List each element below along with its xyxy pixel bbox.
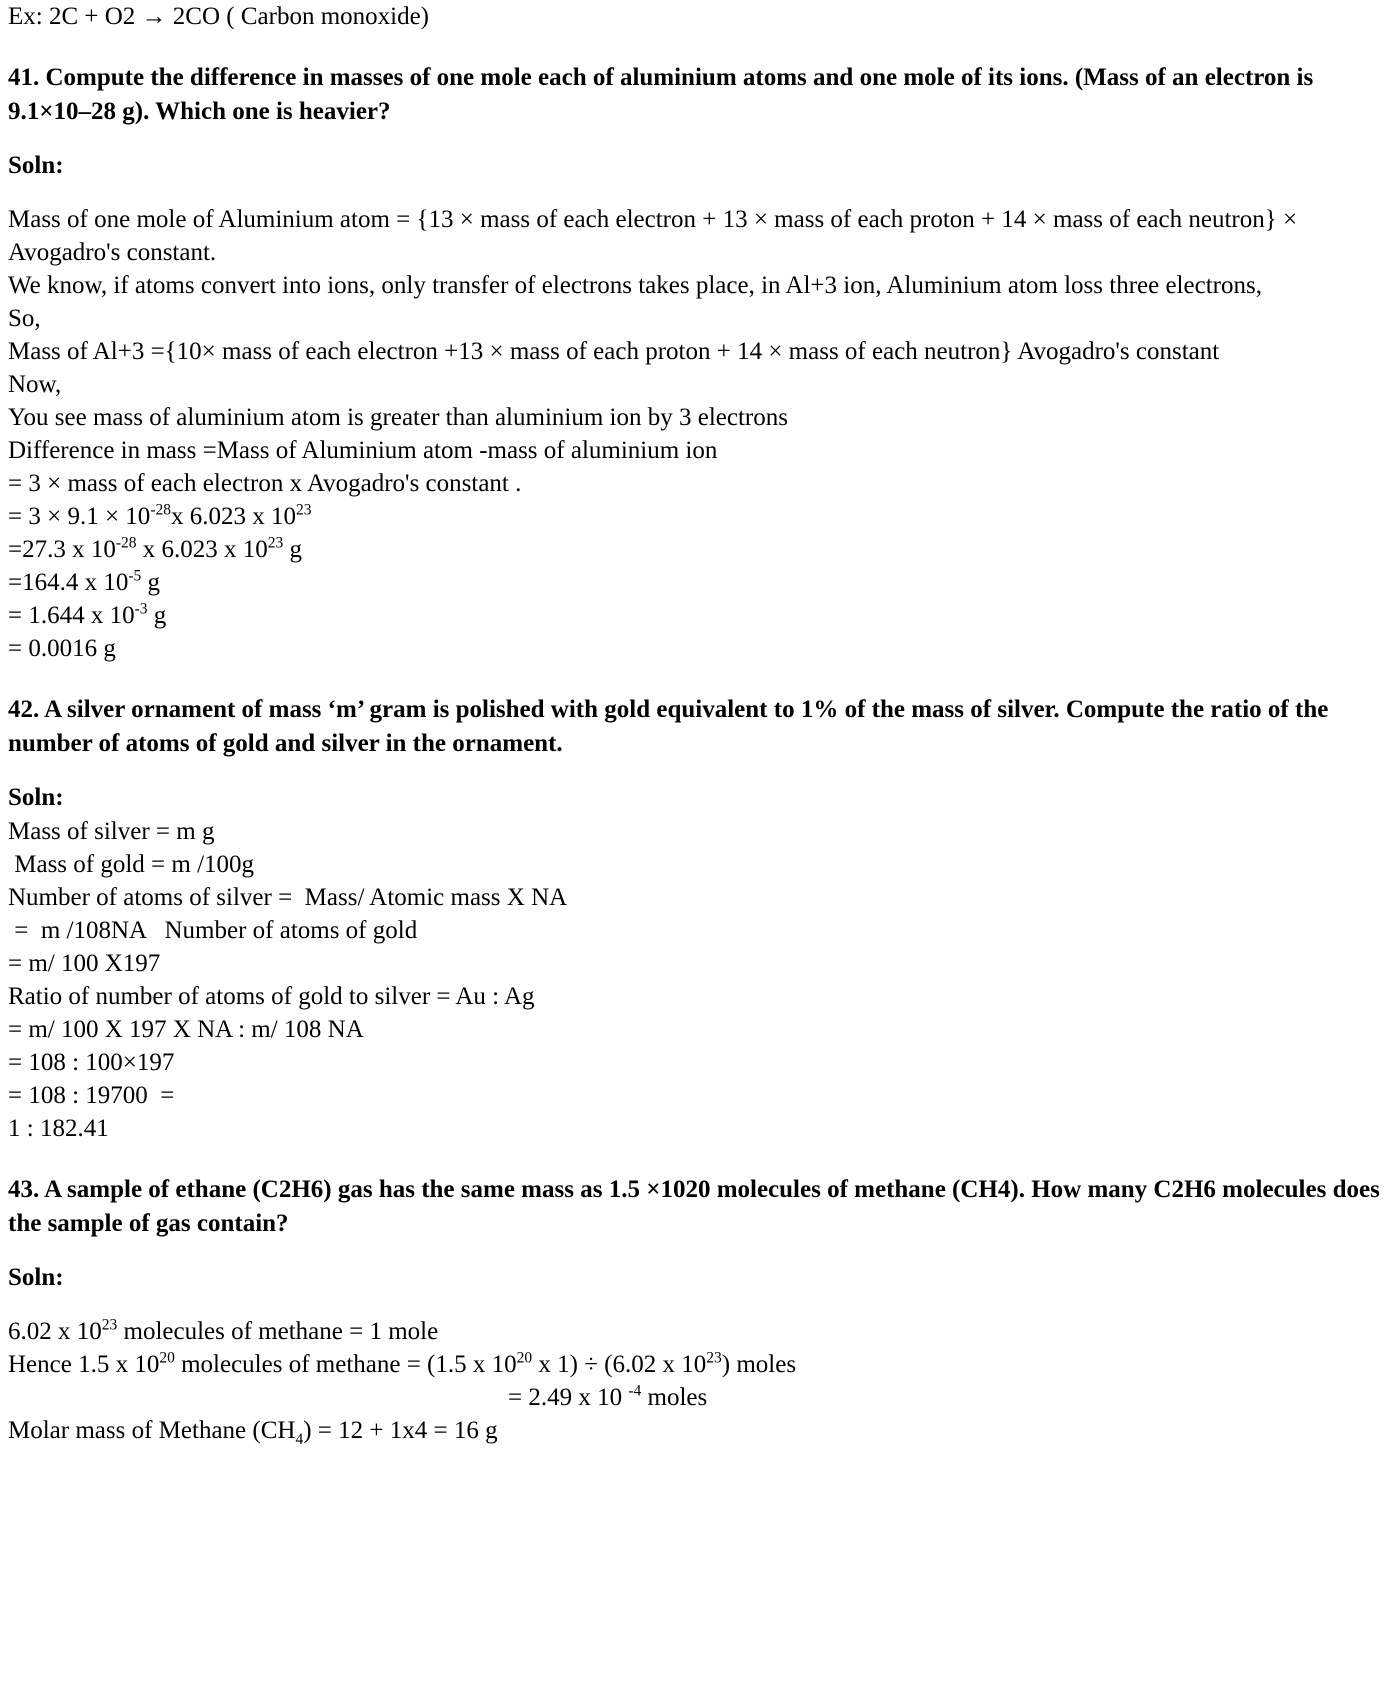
math-pre: = 2.49 x 10: [508, 1384, 629, 1411]
question-42: [8, 693, 1386, 761]
math-pre: = 3 × 9.1 × 10: [8, 503, 151, 530]
soln-41-math-4: [8, 599, 1386, 632]
soln-42-line-7: = m/ 100 X 197 X NA : m/ 108 NA: [8, 1016, 364, 1043]
math-sup: -4: [628, 1382, 642, 1400]
math-mid: x 6.023 x 10: [136, 536, 268, 563]
soln-41-line-7: Difference in mass =Mass of Aluminium atom -mass of aluminium ion: [8, 437, 718, 464]
math-sup: -5: [128, 567, 142, 585]
soln-43-centered-line: [8, 1381, 1386, 1414]
question-42-text: A silver ornament of mass ‘m’ gram is polished with gold equivalent to 1% of the mass of silver. Compute the ratio of the number of atoms of gold and silver in the ornament.: [8, 696, 1329, 757]
math-sub: 4: [295, 1431, 304, 1448]
math-post: ) = 12 + 1x4 = 16 g: [303, 1417, 498, 1444]
soln-41-math-2: [8, 533, 1386, 566]
soln-41-line-3: So,: [8, 305, 41, 332]
soln-42-line-8: = 108 : 100×197: [8, 1049, 175, 1076]
spacer: [8, 665, 1386, 693]
soln-41-line-6: You see mass of aluminium atom is greater than aluminium ion by 3 electrons: [8, 404, 788, 431]
math-post: x 1) ÷ (6.02 x 10: [532, 1351, 707, 1378]
math-mid: molecules of methane = 1 mole: [117, 1318, 439, 1345]
soln-42-line-1: Mass of silver = m g: [8, 818, 215, 845]
spacer: [8, 1145, 1386, 1173]
math-post: moles: [641, 1384, 708, 1411]
soln-41-line-1: Mass of one mole of Aluminium atom = {13 × mass of each electron + 13 × mass of each proton + 14 × mass of each neutron} × Avogadro's constant.: [8, 206, 1302, 266]
math-sup: 23: [267, 534, 284, 552]
math-sup: 23: [101, 1316, 118, 1334]
soln-42-line-5: = m/ 100 X197: [8, 950, 161, 977]
soln-label-42: Soln:: [8, 784, 64, 811]
soln-42-line-9: = 108 : 19700 =: [8, 1082, 175, 1109]
math-pre: =164.4 x 10: [8, 569, 129, 596]
top-reaction-line: Ex: 2C + O2 → 2CO ( Carbon monoxide): [8, 3, 430, 30]
soln-41-math-5: [8, 632, 1386, 665]
math-mid: molecules of methane = (1.5 x 10: [174, 1351, 517, 1378]
math-sup: 20: [516, 1349, 533, 1367]
question-43-number: 43.: [8, 1176, 40, 1203]
soln-42-line-4: = m /108NA Number of atoms of gold: [8, 917, 418, 944]
question-41-number: 41.: [8, 64, 40, 91]
math-mid: x 6.023 x 10: [170, 503, 296, 530]
soln-42-line-6: Ratio of number of atoms of gold to silver = Au : Ag: [8, 983, 535, 1010]
math-sup: 20: [159, 1349, 175, 1367]
math-post2: ) moles: [721, 1351, 797, 1378]
math-mid: g: [147, 602, 167, 629]
soln-42-line-2: Mass of gold = m /100g: [8, 851, 255, 878]
soln-41-math-3: [8, 566, 1386, 599]
soln-label-41: Soln:: [8, 152, 64, 179]
soln-43-math-2: [8, 1348, 1386, 1381]
soln-41-line-4: Mass of Al+3 ={10× mass of each electron +13 × mass of each proton + 14 × mass of each neutron} Avogadro's constant: [8, 338, 1220, 365]
soln-43-last-line: [8, 1414, 1386, 1447]
question-43-text: A sample of ethane (C2H6) gas has the same mass as 1.5 ×1020 molecules of methane (CH4). How many C2H6 molecules does the sample of gas contain?: [8, 1176, 1380, 1237]
soln-41-line-5: Now,: [8, 371, 62, 398]
soln-42-line-10: 1 : 182.41: [8, 1115, 109, 1142]
question-41-text: Compute the difference in masses of one mole each of aluminium atoms and one mole of its ions. (Mass of an electron is 9.1×10–28 g). Which one is heavier?: [8, 64, 1314, 125]
math-post: g: [283, 536, 303, 563]
soln-42-line-3: Number of atoms of silver = Mass/ Atomic mass X NA: [8, 884, 568, 911]
spacer: [8, 129, 1386, 149]
question-43: [8, 1173, 1386, 1241]
soln-41-line-8: = 3 × mass of each electron x Avogadro's constant .: [8, 470, 522, 497]
math-pre: = 0.0016 g: [8, 635, 116, 662]
question-41: [8, 61, 1386, 129]
math-sup: -3: [134, 600, 148, 618]
spacer: [8, 1295, 1386, 1315]
math-mid: g: [141, 569, 161, 596]
math-pre: =27.3 x 10: [8, 536, 116, 563]
math-pre: Hence 1.5 x 10: [8, 1351, 160, 1378]
soln-label-43: Soln:: [8, 1264, 64, 1291]
question-42-number: 42.: [8, 696, 40, 723]
soln-41-math-1: [8, 500, 1386, 533]
soln-43-math-1: [8, 1315, 1386, 1348]
math-pre: = 1.644 x 10: [8, 602, 135, 629]
math-sup: 23: [295, 501, 312, 519]
math-sup: -28: [150, 501, 171, 519]
math-sup: -28: [115, 534, 137, 552]
spacer: [8, 183, 1386, 203]
math-pre: 6.02 x 10: [8, 1318, 102, 1345]
spacer: [8, 1241, 1386, 1261]
math-pre: Molar mass of Methane (CH: [8, 1417, 296, 1444]
spacer: [8, 761, 1386, 781]
spacer: [8, 33, 1386, 61]
soln-41-line-2: We know, if atoms convert into ions, only transfer of electrons takes place, in Al+3 ion, Aluminium atom loss three electrons,: [8, 272, 1262, 299]
math-sup: 23: [706, 1349, 722, 1367]
